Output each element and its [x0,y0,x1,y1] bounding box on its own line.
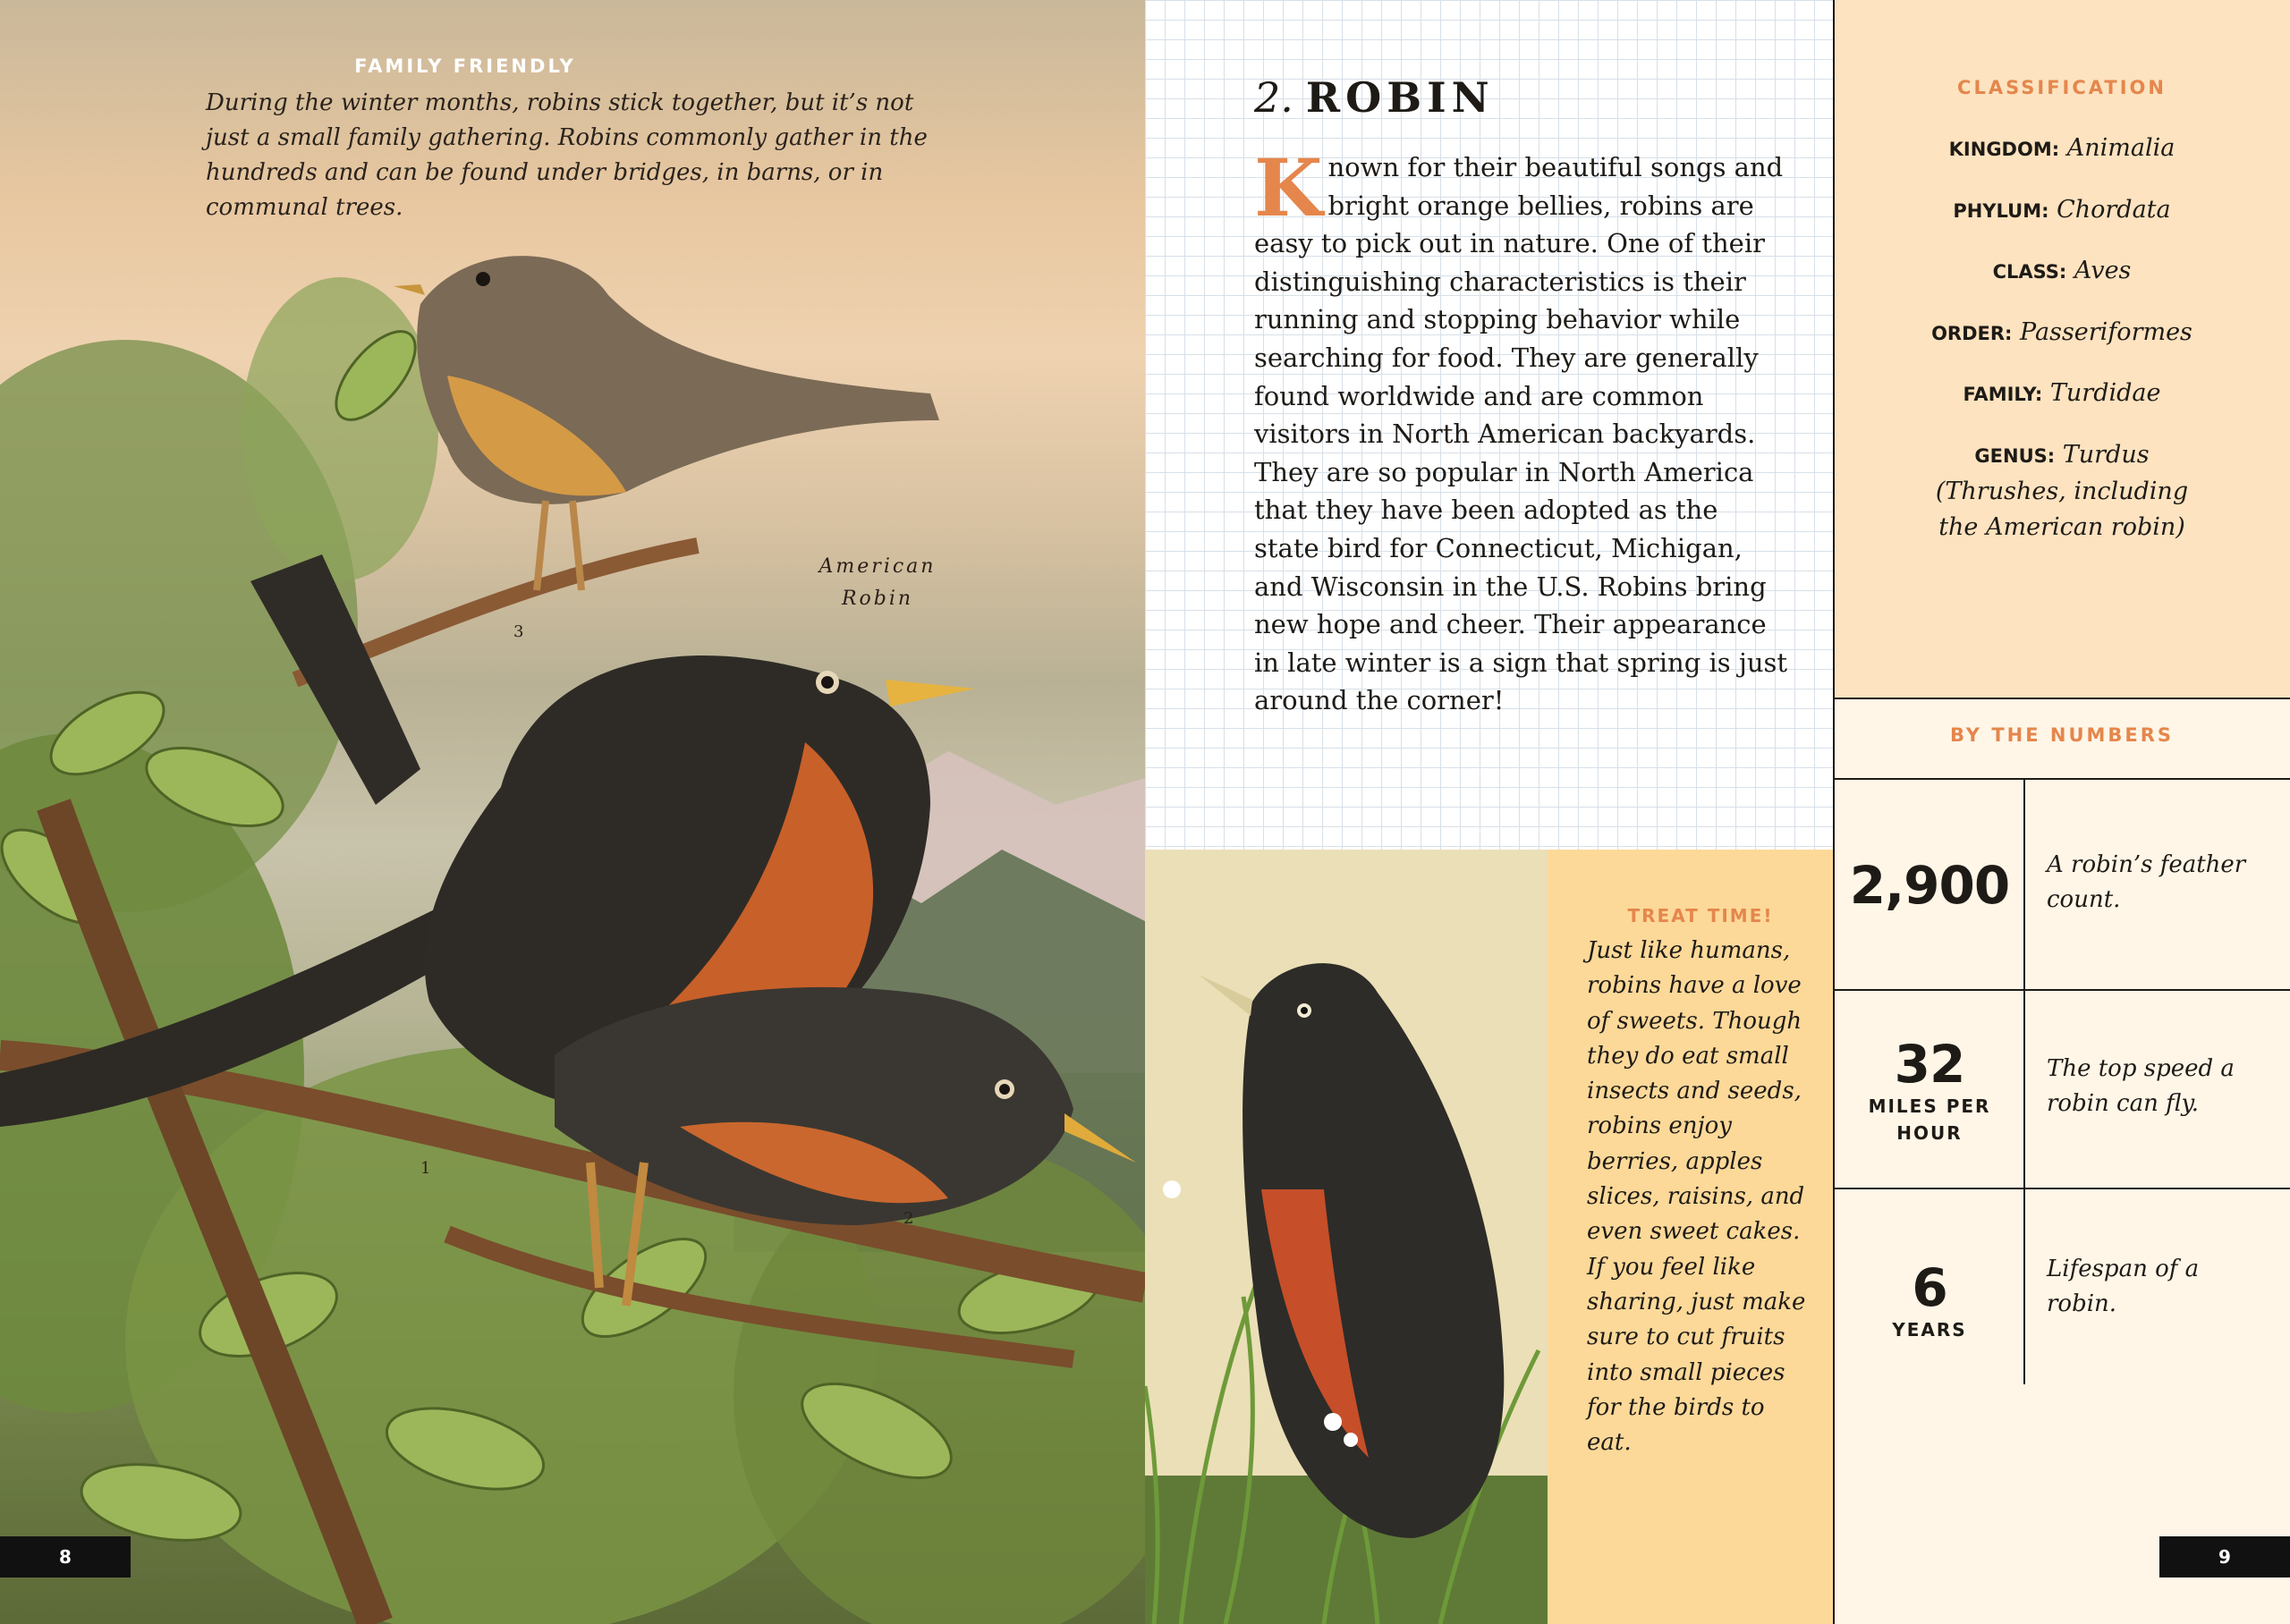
classification-item [1834,131,2290,168]
classification-value: Turdus [2062,440,2150,469]
figure-label-3: 3 [513,622,524,641]
treat-time-text: Just like humans, robins have a love of sweets. Though they do eat small insects and seeds, robins enjoy berries, apples slices, raisins, and even sweet cakes. If you feel like sharing, just make sure to cut fruits into small pieces for the birds to eat. [1587,937,1806,1457]
column-divider [2023,778,2025,1384]
classification-title: CLASSIFICATION [1957,77,2167,98]
page-number-right: 9 [2159,1536,2290,1577]
number-value: 2,900 [1849,855,2010,916]
entry-body-text: nown for their beautiful songs and bright orange bellies, robins are easy to pick out in nature. One of their distinguishing characteristics is their running and stopping behavior while searching for food. They are generally found worldwide and are common visitors in North American backyards. They are so popular in North America that they have been adopted as the state bird for Connecticut, Michigan, and Wisconsin in the U.S. Robins bring new hope and cheer. Their appearance in late winter is a sign that spring is just around the corner! [1254,152,1788,716]
number-description: The top speed a robin can fly. [2047,1055,2235,1117]
classification-list [1834,131,2290,569]
classification-value: Aves [2074,257,2132,284]
family-friendly-sidebar [206,55,948,225]
caption-line-1: American [818,555,937,578]
caption-line-2: Robin [841,588,914,610]
divider-line [1834,698,2290,699]
entry-panel [1145,0,1834,850]
drop-cap: K [1254,141,1323,234]
column-divider-main [1833,0,1835,1624]
classification-key: GENUS: [1974,444,2056,467]
classification-key: PHYLUM: [1953,199,2049,222]
entry-number: 2. [1254,73,1293,122]
entry-name: ROBIN [1305,73,1495,122]
number-description: Lifespan of a robin. [2047,1256,2200,1317]
family-friendly-text: During the winter months, robins stick together, but it’s not just a small family gathering. Robins commonly gather in the hundreds and can be found under bridges, in barns, or in communal trees. [206,89,928,221]
number-value-block [1834,857,2025,914]
classification-note: (Thrushes, including the American robin) [1935,478,2189,541]
number-value-block [1834,1259,2025,1343]
number-row [1834,991,2290,1188]
number-value-block [1834,1036,2025,1146]
illustration-caption [802,551,954,615]
number-value: 6 [1912,1257,1947,1318]
classification-panel [1834,0,2290,698]
classification-key: KINGDOM: [1948,139,2060,160]
entry-body [1254,141,1791,720]
page-number-left: 8 [0,1536,131,1577]
classification-value: Passeriformes [2020,317,2192,346]
treat-time-box [1548,850,1834,1624]
family-friendly-title: FAMILY FRIENDLY [354,55,576,77]
treat-time-title: TREAT TIME! [1627,905,1774,926]
classification-item [1834,192,2290,230]
classification-key: ORDER: [1931,322,2013,344]
by-the-numbers-title: BY THE NUMBERS [1949,724,2175,746]
entry-title [1254,73,1495,122]
classification-item [1834,315,2290,352]
classification-value: Animalia [2066,134,2176,162]
figure-label-2: 2 [903,1209,914,1228]
classification-value: Turdidae [2049,379,2161,407]
small-robin-illustration [1145,850,1548,1624]
classification-value: Chordata [2057,195,2171,224]
classification-key: CLASS: [1992,261,2067,283]
number-unit: MILES PER HOUR [1868,1095,1991,1144]
number-unit: YEARS [1892,1319,1967,1341]
classification-item [1834,437,2290,546]
facts-column [1834,0,2290,1624]
small-robin-drawing [1145,850,1548,1624]
treat-section [1145,850,1834,1624]
classification-key: FAMILY: [1963,384,2043,405]
figure-label-1: 1 [420,1159,431,1178]
number-description: A robin’s feather count. [2047,851,2246,913]
number-value: 32 [1894,1034,1965,1095]
classification-item [1834,376,2290,413]
classification-item [1834,253,2290,291]
number-row [1834,780,2290,989]
